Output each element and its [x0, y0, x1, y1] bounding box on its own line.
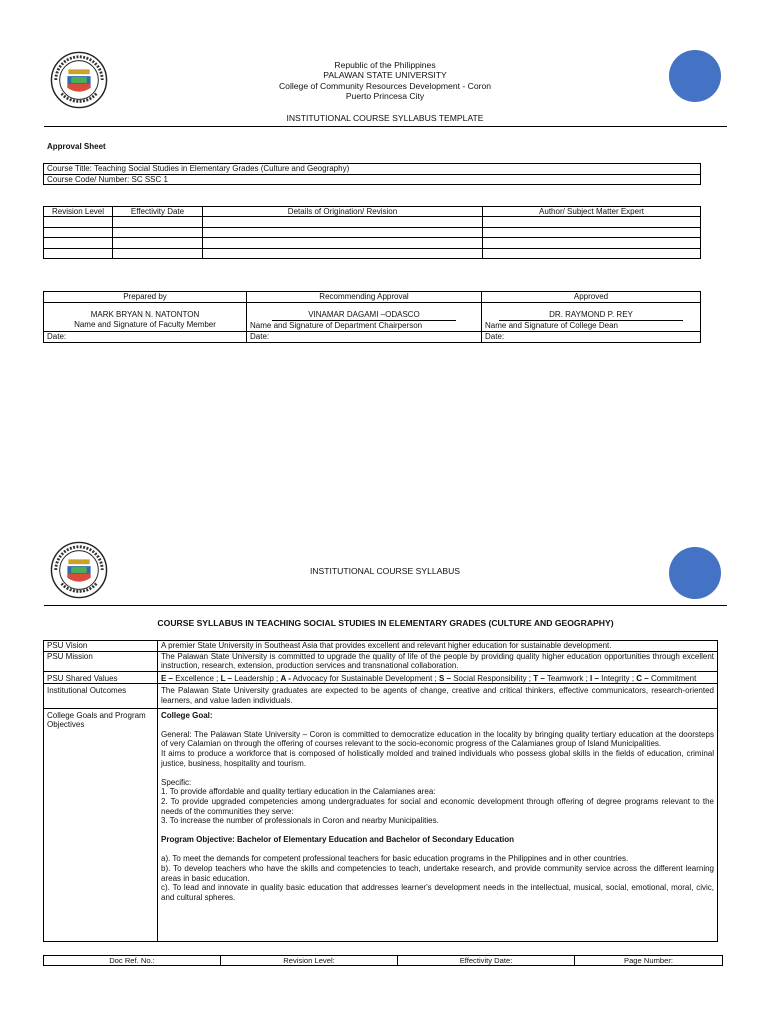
page-number-label: Page Number:	[575, 956, 723, 966]
university-seal-logo	[50, 51, 108, 109]
goals-text	[158, 708, 718, 941]
approved-header: Approved	[482, 292, 701, 303]
vision-text: A premier State University in Southeast Asia that provides excellent and relevant higher education for sustainable development.	[158, 641, 718, 652]
effectivity-date-label: Effectivity Date:	[398, 956, 575, 966]
faculty-role: Name and Signature of Faculty Member	[74, 320, 216, 329]
approval-sheet-label: Approval Sheet	[47, 142, 106, 151]
prepared-by-header: Prepared by	[44, 292, 247, 303]
vision-label: PSU Vision	[44, 641, 158, 652]
mission-text: The Palawan State University is committed to upgrade the quality of life of the people by providing quality higher education opportunities through excellent instruction, research, extension, production services and transnational collaboration.	[158, 651, 718, 671]
program-objective-item: b). To develop teachers who have the skills and competencies to teach, undertake research, and provide community service across the different learning areas in basic education.	[161, 864, 714, 883]
general-goal: General: The Palawan State University – Coron is committed to democratize education in the locality by bringing quality tertiary education at the doorsteps of very Calamian on through the offering of courses relevant to the socio-economic progress of the Calamianes group of Island Municipalities.	[161, 729, 714, 749]
header-rule	[44, 126, 727, 127]
specific-heading: Specific:	[161, 777, 192, 787]
date-label: Date:	[44, 332, 247, 343]
values-text: E – Excellence ; L – Leadership ; A - Advocacy for Sustainable Development ; S – Social Responsibility ; T – Teamwork ; I – Integrity ; C – Commitment	[158, 671, 718, 684]
program-objective-item: c). To lead and innovate in quality basic education that addresses learner's development needs in the intellectual, musical, social, emotional, moral, civic, and cultural spheres.	[161, 883, 714, 902]
revision-row	[44, 217, 701, 228]
letterhead-line: Republic of the Philippines	[334, 60, 436, 70]
date-label: Date:	[482, 332, 701, 343]
goals-label: College Goals and Program Objectives	[44, 708, 158, 941]
college-goal-heading: College Goal:	[161, 710, 213, 720]
chairperson-role: Name and Signature of Department Chairperson	[250, 321, 423, 330]
values-label: PSU Shared Values	[44, 671, 158, 684]
revision-header: Effectivity Date	[113, 207, 203, 217]
specific-item: 2. To provide upgraded competencies among undergraduates for social and economic development through offering of degree programs relevant to the needs of the communities they serve:	[161, 796, 714, 816]
revision-row	[44, 227, 701, 238]
letterhead	[180, 60, 590, 102]
blue-circle-mark	[669, 50, 721, 102]
specific-item: 1. To provide affordable and quality tertiary education in the Calamianes area:	[161, 787, 436, 797]
course-title: Course Title: Teaching Social Studies in Elementary Grades (Culture and Geography)	[44, 164, 701, 175]
outcomes-text: The Palawan State University graduates are expected to be agents of change, creative and critical thinkers, effective communicators, research-oriented learners, and value laden individuals.	[158, 684, 718, 708]
revision-row	[44, 248, 701, 259]
aim-text: It aims to produce a workforce that is composed of holistically molded and trained individuals who possess global skills in the fields of education, criminal justice, business, hospitality and tourism.	[161, 748, 714, 768]
mission-label: PSU Mission	[44, 651, 158, 671]
syllabus-title: COURSE SYLLABUS IN TEACHING SOCIAL STUDIES IN ELEMENTARY GRADES (CULTURE AND GEOGRAPHY)	[157, 618, 614, 628]
chairperson-name: VINAMAR DAGAMI –ODASCO	[272, 310, 456, 321]
revision-header: Revision Level	[44, 207, 113, 217]
program-objective-item: a). To meet the demands for competent professional teachers for basic education programs in the Philippines and in other countries.	[161, 854, 629, 864]
specific-item: 3. To increase the number of professionals in Coron and nearby Municipalities.	[161, 816, 439, 826]
revision-level-label: Revision Level:	[221, 956, 398, 966]
template-subtitle: INSTITUTIONAL COURSE SYLLABUS TEMPLATE	[286, 113, 484, 123]
syllabus-header-title: INSTITUTIONAL COURSE SYLLABUS	[309, 566, 461, 576]
dean-name: DR. RAYMOND P. REY	[499, 310, 683, 321]
blue-circle-mark	[669, 547, 721, 599]
revision-table	[43, 206, 701, 259]
revision-header: Author/ Subject Matter Expert	[483, 207, 701, 217]
recommending-header: Recommending Approval	[247, 292, 482, 303]
header-rule	[44, 605, 727, 606]
outcomes-label: Institutional Outcomes	[44, 684, 158, 708]
revision-header: Details of Origination/ Revision	[203, 207, 483, 217]
university-seal-logo	[50, 541, 108, 599]
revision-row	[44, 238, 701, 249]
date-label: Date:	[247, 332, 482, 343]
letterhead-line: PALAWAN STATE UNIVERSITY	[323, 70, 447, 81]
course-info-table	[43, 163, 701, 185]
doc-ref-label: Doc Ref. No.:	[44, 956, 221, 966]
letterhead-line: Puerto Princesa City	[345, 91, 425, 102]
signatories-table	[43, 291, 701, 343]
faculty-name: MARK BRYAN N. NATONTON	[90, 310, 200, 319]
letterhead-line: College of Community Resources Development - Coron	[278, 80, 492, 91]
dean-role: Name and Signature of College Dean	[485, 321, 618, 330]
course-code: Course Code/ Number: SC SSC 1	[44, 174, 701, 185]
program-objective-heading: Program Objective: Bachelor of Elementary Education and Bachelor of Secondary Education	[161, 835, 514, 845]
syllabus-table	[43, 640, 718, 942]
document-footer	[43, 955, 723, 966]
